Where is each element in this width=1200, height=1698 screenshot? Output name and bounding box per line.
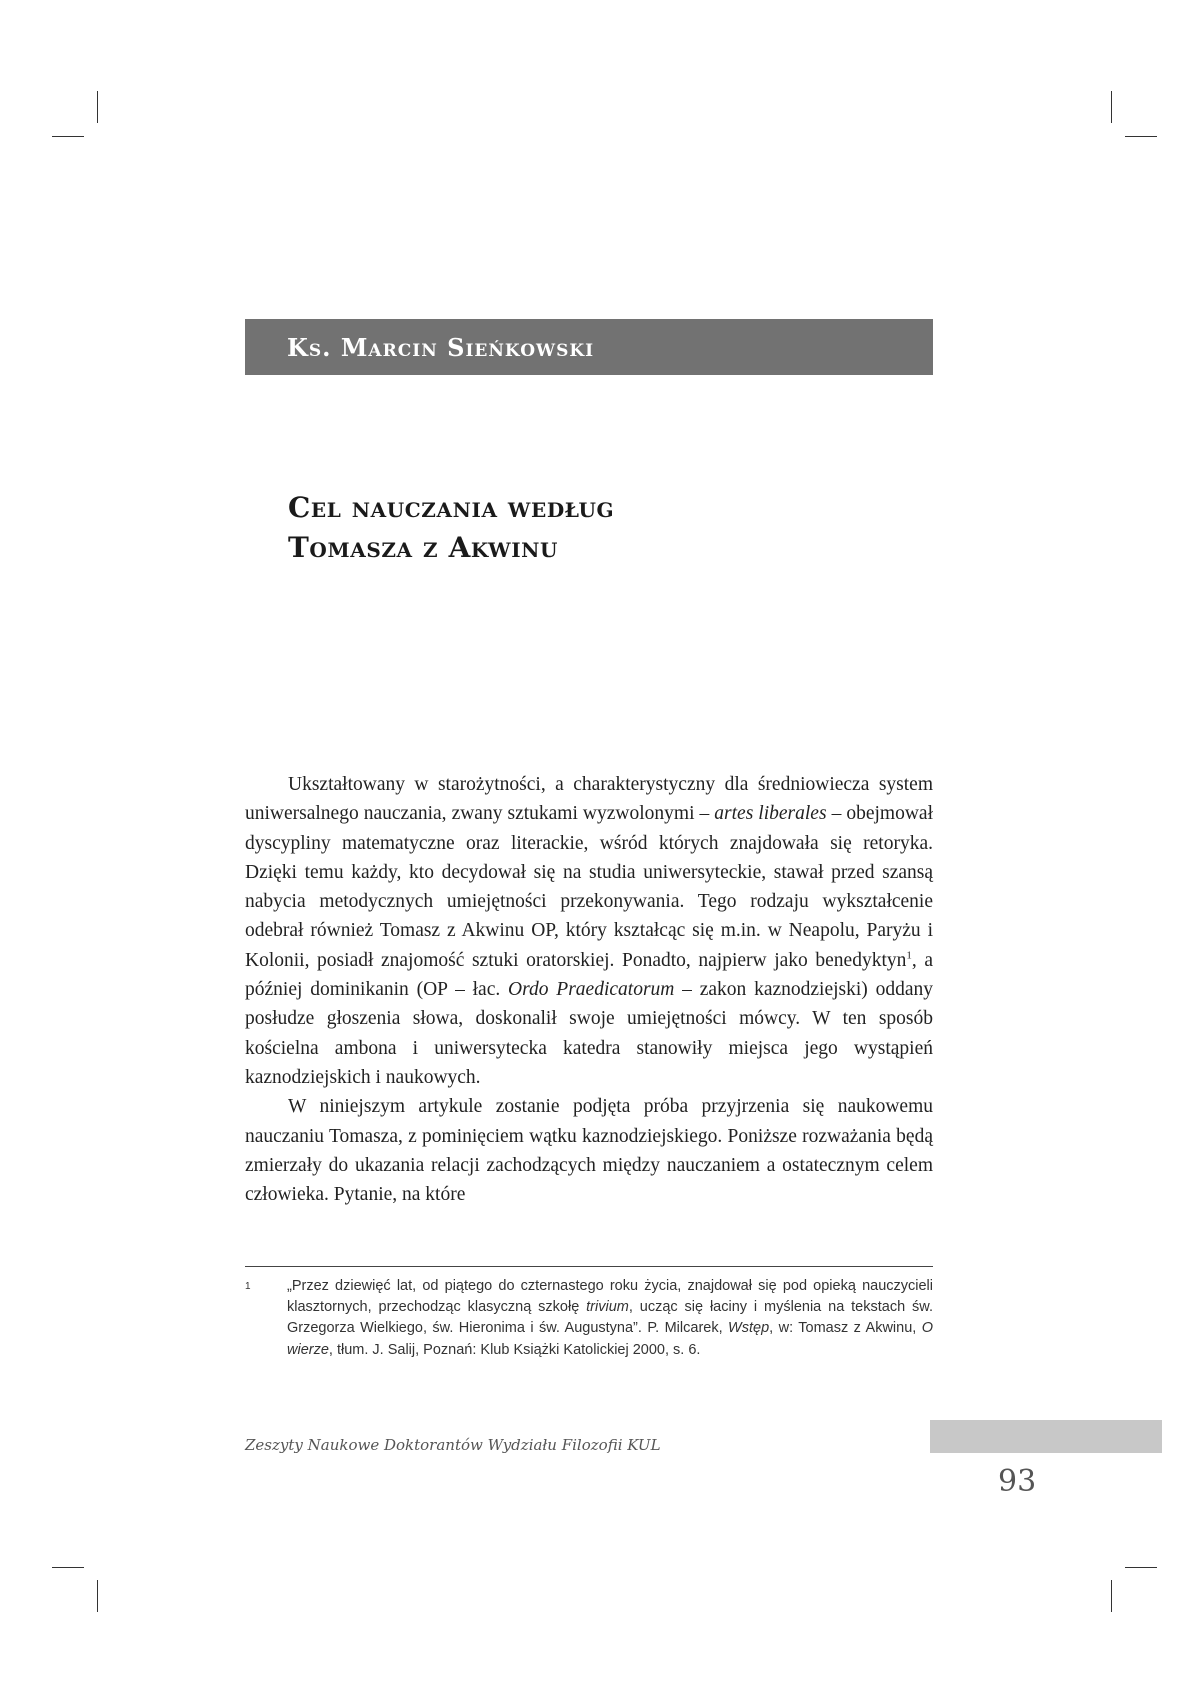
article-body [245,770,933,1209]
crop-mark-bottom-right-v [1111,1580,1112,1612]
crop-mark-bottom-left-v [97,1580,98,1612]
crop-mark-top-left-h [52,136,84,137]
fn-text-2: , ucząc się łaciny i myślenia na tekstach św. Grzegorza Wielkiego, św. Hieronima i św. Augustyna”. P. Milcarek, [287,1299,933,1337]
author-banner [245,319,933,375]
fn-text-1: „Przez dziewięć lat, od piątego do czternastego roku życia, znajdował się pod opieką nauczycieli klasztornych, przechodząc klasyczną szkołę [287,1278,933,1316]
fn-text-3: , w: Tomasz z Akwinu, [769,1320,922,1337]
p1-text-1: Ukształtowany w starożytności, a charakterystyczny dla średniowiecza system uniwersalnego nauczania, zwany sztukami wyzwolonymi – [245,774,933,825]
crop-mark-bottom-left-h [52,1567,84,1568]
fn-italic-o-wierze: O wierze [287,1320,934,1358]
footnote-divider [245,1266,933,1267]
title-line-2: Tomasza z Akwinu [288,531,559,564]
title-line-1: Cel nauczania według [288,491,615,524]
page-number: 93 [998,1464,1037,1499]
paragraph-1 [245,770,933,1092]
p1-italic-ordo-praedicatorum: Ordo Praedicatorum [508,979,675,1001]
p1-italic-artes-liberales: artes liberales [714,803,827,825]
page-number-bar [930,1420,1162,1453]
fn-text-4: , tłum. J. Salij, Poznań: Klub Książki Katolickiej 2000, s. 6. [328,1341,701,1358]
p1-text-3: , a później dominikanin (OP – łac. [245,949,934,1001]
fn-italic-wstep: Wstęp [728,1320,770,1337]
crop-mark-top-left-v [97,91,98,123]
footnote-text [287,1276,933,1361]
p1-text-4: – zakon kaznodziejski) oddany posłudze głoszenia słowa, doskonalił swoje umiejętności mówcy. W ten sposób kościelna ambona i uniwersytecka katedra stanowiły miejsca jego wystąpień kaznodziejskich i naukowych. [245,979,934,1088]
fn-italic-trivium: trivium [586,1299,629,1316]
footnote-mark: 1 [245,1281,251,1292]
p1-text-2: – obejmował dyscypliny matematyczne oraz literackie, wśród których znajdowała się retoryka. Dzięki temu każdy, kto decydował się na studia uniwersyteckie, stawał przed szansą nabycia metodycznych umiejętności przekonywania. Tego rodzaju wykształcenie odebrał również Tomasz z Akwinu OP, który kształcąc się m.in. w Neapolu, Paryżu i Kolonii, posiadł znajomość sztuki oratorskiej. Ponadto, najpierw jako benedyktyn [245,803,933,971]
crop-mark-top-right-v [1111,91,1112,123]
author-name: Ks. Marcin Sieńkowski [287,332,595,362]
article-title [288,488,908,568]
crop-mark-top-right-h [1125,136,1157,137]
paragraph-2: W niniejszym artykule zostanie podjęta próba przyjrzenia się naukowemu nauczaniu Tomasza, z pominięciem wątku kaznodziejskiego. Poniższe rozważania będą zmierzały do ukazania relacji zachodzących między nauczaniem a ostatecznym celem człowieka. Pytanie, na które [245,1096,933,1206]
footnote-reference-1[interactable]: 1 [906,949,912,962]
crop-mark-bottom-right-h [1125,1567,1157,1568]
journal-name: Zeszyty Naukowe Doktorantów Wydziału Filozofii KUL [245,1436,661,1454]
footnote-1 [245,1276,933,1361]
